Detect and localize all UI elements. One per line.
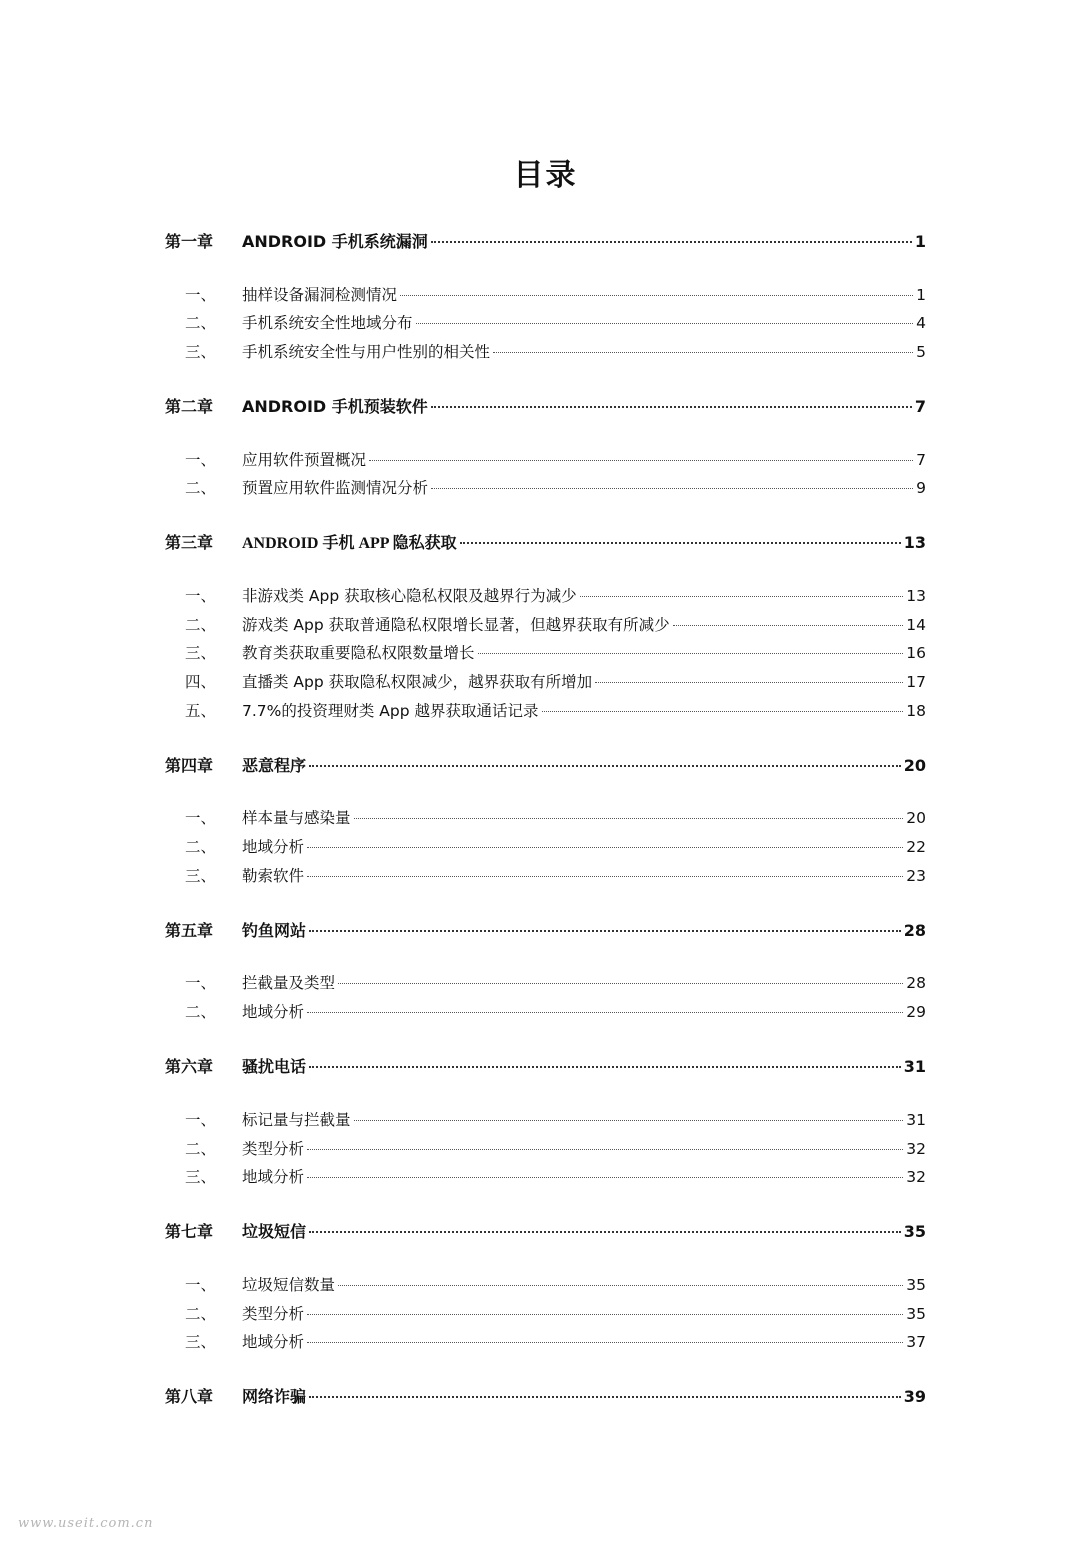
toc-entry-number: 第七章 bbox=[165, 1222, 214, 1241]
dot-leader bbox=[354, 817, 904, 819]
toc-page-number: 28 bbox=[906, 974, 926, 992]
toc-section-entry[interactable] bbox=[165, 1001, 926, 1023]
toc-page-number: 32 bbox=[906, 1140, 926, 1158]
watermark: www.useit.com.cn bbox=[18, 1516, 154, 1531]
toc-page-number: 5 bbox=[916, 343, 926, 361]
toc-entry-number: 五、 bbox=[185, 702, 217, 720]
dot-leader bbox=[307, 1341, 903, 1343]
dot-leader bbox=[309, 1395, 901, 1398]
dot-leader bbox=[307, 846, 903, 848]
toc-section-entry[interactable] bbox=[165, 1274, 926, 1296]
toc-entry-number: 一、 bbox=[185, 974, 217, 992]
toc-page-number: 20 bbox=[903, 756, 926, 775]
toc-chapter-entry[interactable] bbox=[165, 920, 926, 942]
toc-entry-title: 地域分析 bbox=[242, 1333, 305, 1351]
toc-entry-title: 地域分析 bbox=[242, 1003, 305, 1021]
toc-entry-title: 垃圾短信数量 bbox=[242, 1276, 336, 1294]
dot-leader bbox=[338, 982, 903, 984]
toc-chapter-entry[interactable] bbox=[165, 231, 926, 253]
toc-section-entry[interactable] bbox=[165, 1303, 926, 1325]
toc-section-entry[interactable] bbox=[165, 1166, 926, 1188]
toc-page-number: 35 bbox=[906, 1276, 926, 1294]
dot-leader bbox=[309, 764, 901, 767]
dot-leader bbox=[400, 294, 913, 296]
dot-leader bbox=[369, 459, 913, 461]
toc-section-entry[interactable] bbox=[165, 642, 926, 664]
toc-entry-title: ANDROID 手机预装软件 bbox=[242, 397, 428, 416]
toc-entry-title: 抽样设备漏洞检测情况 bbox=[242, 286, 398, 304]
dot-leader bbox=[460, 541, 901, 544]
toc-page-number: 20 bbox=[906, 809, 926, 827]
toc-entry-title: 应用软件预置概况 bbox=[242, 451, 367, 469]
toc-entry-title: 拦截量及类型 bbox=[242, 974, 336, 992]
toc-section-entry[interactable] bbox=[165, 972, 926, 994]
toc-chapter-entry[interactable] bbox=[165, 1221, 926, 1243]
dot-leader bbox=[542, 710, 904, 712]
toc-page-number: 4 bbox=[916, 314, 926, 332]
dot-leader bbox=[309, 929, 901, 932]
dot-leader bbox=[478, 652, 904, 654]
toc-section-entry[interactable] bbox=[165, 477, 926, 499]
toc-entry-title: 预置应用软件监测情况分析 bbox=[242, 479, 429, 497]
toc-entry-title: 勒索软件 bbox=[242, 867, 305, 885]
toc-entry-number: 第一章 bbox=[165, 232, 214, 251]
toc-entry-number: 四、 bbox=[185, 673, 217, 691]
toc-entry-title: 垃圾短信 bbox=[242, 1222, 307, 1241]
toc-page-number: 7 bbox=[914, 397, 926, 416]
dot-leader bbox=[431, 487, 913, 489]
toc-entry-number: 三、 bbox=[185, 1333, 217, 1351]
dot-leader bbox=[307, 1176, 903, 1178]
toc-entry-title: 恶意程序 bbox=[242, 756, 307, 775]
toc-entry-title: ANDROID 手机系统漏洞 bbox=[242, 232, 428, 251]
toc-section-entry[interactable] bbox=[165, 284, 926, 306]
toc-section-entry[interactable] bbox=[165, 671, 926, 693]
toc-page-number: 31 bbox=[903, 1057, 926, 1076]
toc-section-entry[interactable] bbox=[165, 700, 926, 722]
toc-page-number: 17 bbox=[906, 673, 926, 691]
toc-chapter-entry[interactable] bbox=[165, 1056, 926, 1078]
toc-entry-number: 第二章 bbox=[165, 397, 214, 416]
toc-section-entry[interactable] bbox=[165, 1138, 926, 1160]
dot-leader bbox=[580, 595, 904, 597]
dot-leader bbox=[309, 1065, 901, 1068]
toc-entry-number: 第四章 bbox=[165, 756, 214, 775]
toc-entry-number: 一、 bbox=[185, 587, 217, 605]
toc-section-entry[interactable] bbox=[165, 312, 926, 334]
toc-section-entry[interactable] bbox=[165, 836, 926, 858]
toc-section-entry[interactable] bbox=[165, 1109, 926, 1131]
toc-section-entry[interactable] bbox=[165, 865, 926, 887]
toc-entry-number: 第三章 bbox=[165, 533, 214, 552]
toc-section-entry[interactable] bbox=[165, 341, 926, 363]
toc-entry-number: 第六章 bbox=[165, 1057, 214, 1076]
toc-page-number: 23 bbox=[906, 867, 926, 885]
toc-entry-title: 游戏类 App 获取普通隐私权限增长显著，但越界获取有所减少 bbox=[242, 616, 670, 634]
toc-page-number: 29 bbox=[906, 1003, 926, 1021]
dot-leader bbox=[595, 681, 903, 683]
toc-entry-title: ANDROID 手机 APP 隐私获取 bbox=[242, 535, 457, 552]
toc-page-number: 13 bbox=[906, 587, 926, 605]
toc-entry-title: 直播类 App 获取隐私权限减少，越界获取有所增加 bbox=[242, 673, 593, 691]
toc-entry-number: 一、 bbox=[185, 1111, 217, 1129]
toc-entry-title: 钓鱼网站 bbox=[242, 921, 307, 940]
toc-page-number: 35 bbox=[906, 1305, 926, 1323]
toc-page-number: 13 bbox=[903, 533, 926, 552]
toc-page-number: 28 bbox=[903, 921, 926, 940]
toc-entry-title: 地域分析 bbox=[242, 1168, 305, 1186]
dot-leader bbox=[307, 1011, 903, 1013]
toc-entry-number: 一、 bbox=[185, 286, 217, 304]
toc-entry-number: 三、 bbox=[185, 343, 217, 361]
dot-leader bbox=[493, 351, 913, 353]
toc-chapter-entry[interactable] bbox=[165, 396, 926, 418]
dot-leader bbox=[338, 1284, 903, 1286]
dot-leader bbox=[416, 322, 914, 324]
toc-entry-number: 二、 bbox=[185, 1003, 217, 1021]
toc-page-number: 39 bbox=[903, 1387, 926, 1406]
toc-page-number: 9 bbox=[916, 479, 926, 497]
toc-page-number: 31 bbox=[906, 1111, 926, 1129]
toc-page-number: 18 bbox=[906, 702, 926, 720]
dot-leader bbox=[307, 1313, 903, 1315]
toc-entry-number: 二、 bbox=[185, 616, 217, 634]
dot-leader bbox=[431, 405, 912, 408]
toc-entry-number: 一、 bbox=[185, 809, 217, 827]
toc-section-entry[interactable] bbox=[165, 614, 926, 636]
toc-entry-number: 二、 bbox=[185, 314, 217, 332]
toc-entry-title: 7.7%的投资理财类 App 越界获取通话记录 bbox=[242, 702, 539, 720]
dot-leader bbox=[354, 1119, 904, 1121]
toc-section-entry[interactable] bbox=[165, 585, 926, 607]
toc-entry-number: 三、 bbox=[185, 867, 217, 885]
dot-leader bbox=[307, 1148, 903, 1150]
toc-section-entry[interactable] bbox=[165, 449, 926, 471]
toc-entry-number: 一、 bbox=[185, 1276, 217, 1294]
toc-chapter-entry[interactable] bbox=[165, 532, 926, 555]
toc-page-number: 37 bbox=[906, 1333, 926, 1351]
toc-section-entry[interactable] bbox=[165, 1331, 926, 1353]
toc-entry-number: 二、 bbox=[185, 838, 217, 856]
toc-entry-number: 一、 bbox=[185, 451, 217, 469]
toc-entry-number: 三、 bbox=[185, 644, 217, 662]
toc-page-number: 1 bbox=[916, 286, 926, 304]
toc-entry-title: 手机系统安全性与用户性别的相关性 bbox=[242, 343, 491, 361]
toc-entry-number: 三、 bbox=[185, 1168, 217, 1186]
toc-page-number: 7 bbox=[916, 451, 926, 469]
page-title: 目录 bbox=[513, 158, 578, 193]
toc-entry-title: 手机系统安全性地域分布 bbox=[242, 314, 413, 332]
toc-chapter-entry[interactable] bbox=[165, 755, 926, 777]
toc-entry-title: 标记量与拦截量 bbox=[242, 1111, 351, 1129]
toc-entry-number: 第五章 bbox=[165, 921, 214, 940]
dot-leader bbox=[431, 240, 912, 243]
toc-entry-number: 二、 bbox=[185, 1305, 217, 1323]
toc-entry-title: 类型分析 bbox=[242, 1305, 305, 1323]
toc-entry-title: 骚扰电话 bbox=[242, 1057, 307, 1076]
toc-entry-number: 二、 bbox=[185, 479, 217, 497]
toc-entry-title: 地域分析 bbox=[242, 838, 305, 856]
toc-page-number: 14 bbox=[906, 616, 926, 634]
toc-entry-title: 网络诈骗 bbox=[242, 1387, 307, 1406]
toc-page-number: 32 bbox=[906, 1168, 926, 1186]
toc-entry-title: 类型分析 bbox=[242, 1140, 305, 1158]
toc-entry-title: 样本量与感染量 bbox=[242, 809, 351, 827]
toc-entry-title: 非游戏类 App 获取核心隐私权限及越界行为减少 bbox=[242, 587, 577, 605]
toc-page-number: 16 bbox=[906, 644, 926, 662]
dot-leader bbox=[309, 1230, 901, 1233]
toc-chapter-entry[interactable] bbox=[165, 1386, 926, 1408]
toc-page-number: 1 bbox=[914, 232, 926, 251]
toc-entry-number: 第八章 bbox=[165, 1387, 214, 1406]
toc-page-number: 22 bbox=[906, 838, 926, 856]
toc-entry-title: 教育类获取重要隐私权限数量增长 bbox=[242, 644, 475, 662]
toc-section-entry[interactable] bbox=[165, 807, 926, 829]
dot-leader bbox=[307, 875, 903, 877]
toc-page-number: 35 bbox=[903, 1222, 926, 1241]
dot-leader bbox=[673, 624, 904, 626]
toc-entry-number: 二、 bbox=[185, 1140, 217, 1158]
